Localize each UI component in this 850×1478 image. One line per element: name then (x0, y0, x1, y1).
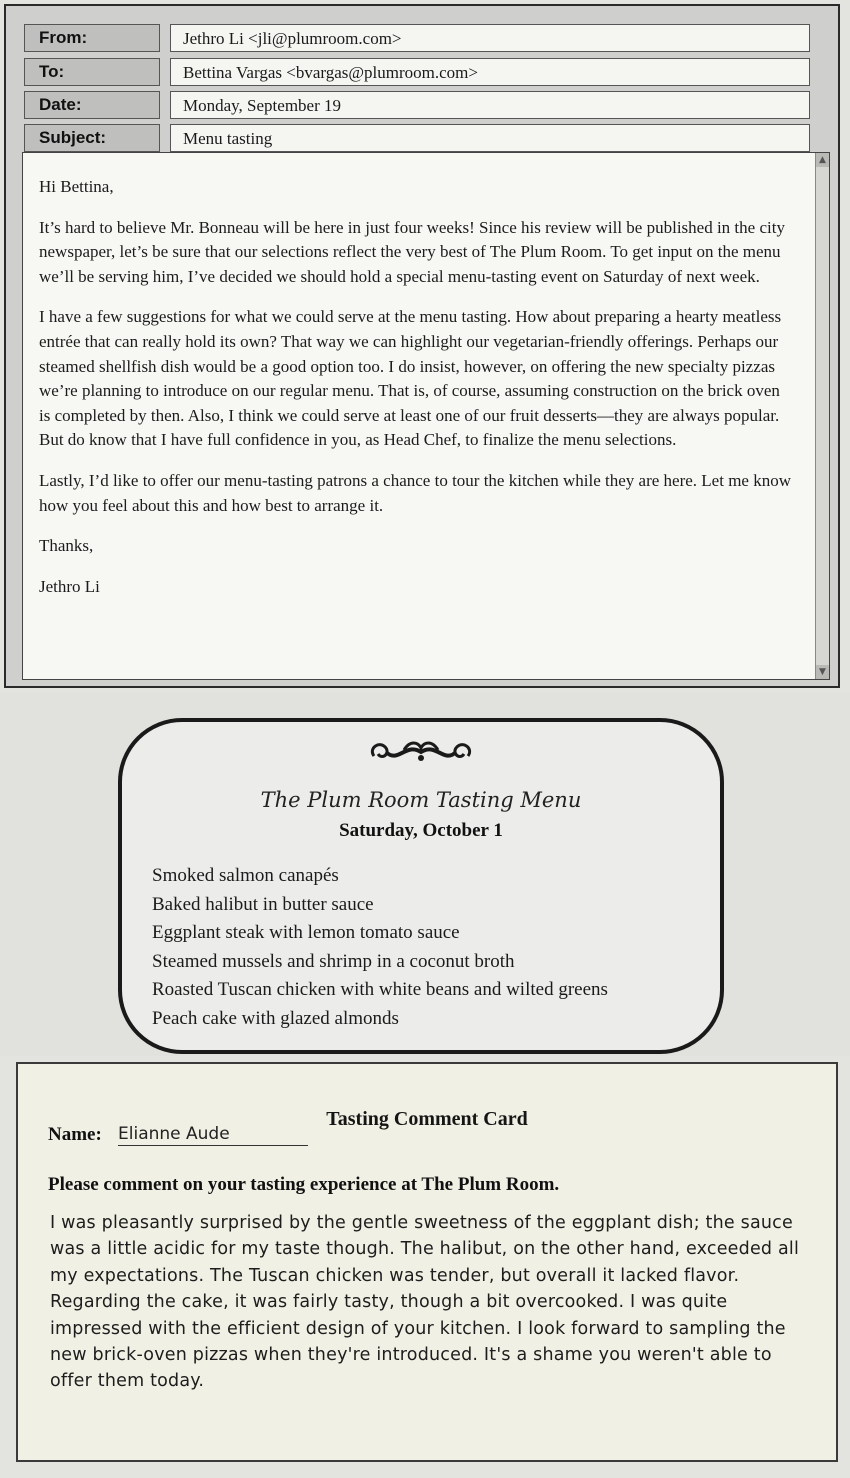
email-scrollbar[interactable] (815, 153, 829, 679)
email-body[interactable] (22, 152, 830, 680)
menu-date: Saturday, October 1 (339, 820, 503, 841)
scroll-down-icon[interactable]: ▼ (816, 665, 829, 679)
to-field[interactable]: Bettina Vargas <bvargas@plumroom.com> (170, 58, 810, 86)
comment-prompt: Please comment on your tasting experience at The Plum Room. (48, 1174, 560, 1195)
email-paragraph-3: Lastly, I’d like to offer our menu-tasting patrons a chance to tour the kitchen while they are here. Let me know how you feel about this and how best to arrange it. (39, 470, 791, 515)
subject-field[interactable]: Menu tasting (170, 124, 810, 152)
name-label: Name: (48, 1124, 102, 1145)
menu-section (0, 692, 850, 1056)
tasting-comment-card (16, 1062, 838, 1462)
email-body-text (39, 175, 791, 615)
from-field[interactable]: Jethro Li <jli@plumroom.com> (170, 24, 810, 52)
menu-item: Eggplant steak with lemon tomato sauce (152, 922, 460, 944)
menu-item: Steamed mussels and shrimp in a coconut broth (152, 950, 515, 972)
name-field: Elianne Aude (118, 1124, 308, 1146)
email-paragraph-2: I have a few suggestions for what we could serve at the menu tasting. How about preparing a hearty meatless entrée that can really hold its own? That way we can highlight our vegetarian-friendly offerings. Perhaps our steamed shellfish dish would be a good option too. I do insist, however, on offering the new specialty pizzas we’re planning to introduce on our regular menu. That is, of course, assuming construction on the brick oven is completed by then. Also, I think we could serve at least one of our fruit desserts—they are always popular. But do know that I have full confidence in you, as Head Chef, to finalize the menu selections. (39, 307, 782, 450)
card-title: Tasting Comment Card (326, 1108, 528, 1130)
date-field[interactable]: Monday, September 19 (170, 91, 810, 119)
menu-title: The Plum Room Tasting Menu (260, 788, 582, 812)
from-label: From: (24, 24, 160, 52)
email-signature: Jethro Li (39, 576, 100, 596)
menu-item: Baked halibut in butter sauce (152, 893, 374, 915)
email-paragraph-1: It’s hard to believe Mr. Bonneau will be here in just four weeks! Since his review will be published in the city newspaper, let’s be sure that our selections reflect the very best of The Plum Room. To get input on the menu we’ll be serving him, I’ve decided we should hold a special menu-tasting event on Saturday of next week. (39, 217, 785, 286)
subject-label: Subject: (24, 124, 160, 152)
email-window (4, 4, 840, 688)
menu-item: Peach cake with glazed almonds (152, 1007, 399, 1029)
email-signoff: Thanks, (39, 536, 94, 556)
to-label: To: (24, 58, 160, 86)
tasting-menu-card (118, 718, 724, 1054)
scroll-up-icon[interactable]: ▲ (816, 153, 829, 167)
handwritten-comment: I was pleasantly surprised by the gentle sweetness of the eggplant dish; the sauce was a little acidic for my taste though. The halibut, on the other hand, exceeded all my expectations. The Tuscan chicken was tender, but overall it lacked flavor. Regarding the cake, it was fairly tasty, though a bit overcooked. I was quite impressed with the efficient design of your kitchen. I look forward to sampling the new brick-oven pizzas when they're introduced. It's a shame you weren't able to offer them today. (50, 1213, 800, 1392)
menu-item: Smoked salmon canapés (152, 865, 339, 886)
menu-item: Roasted Tuscan chicken with white beans and wilted greens (152, 979, 608, 1001)
email-greeting: Hi Bettina, (39, 177, 114, 196)
menu-item-list (152, 862, 608, 1034)
ornament-icon (366, 734, 476, 770)
date-label: Date: (24, 91, 160, 119)
